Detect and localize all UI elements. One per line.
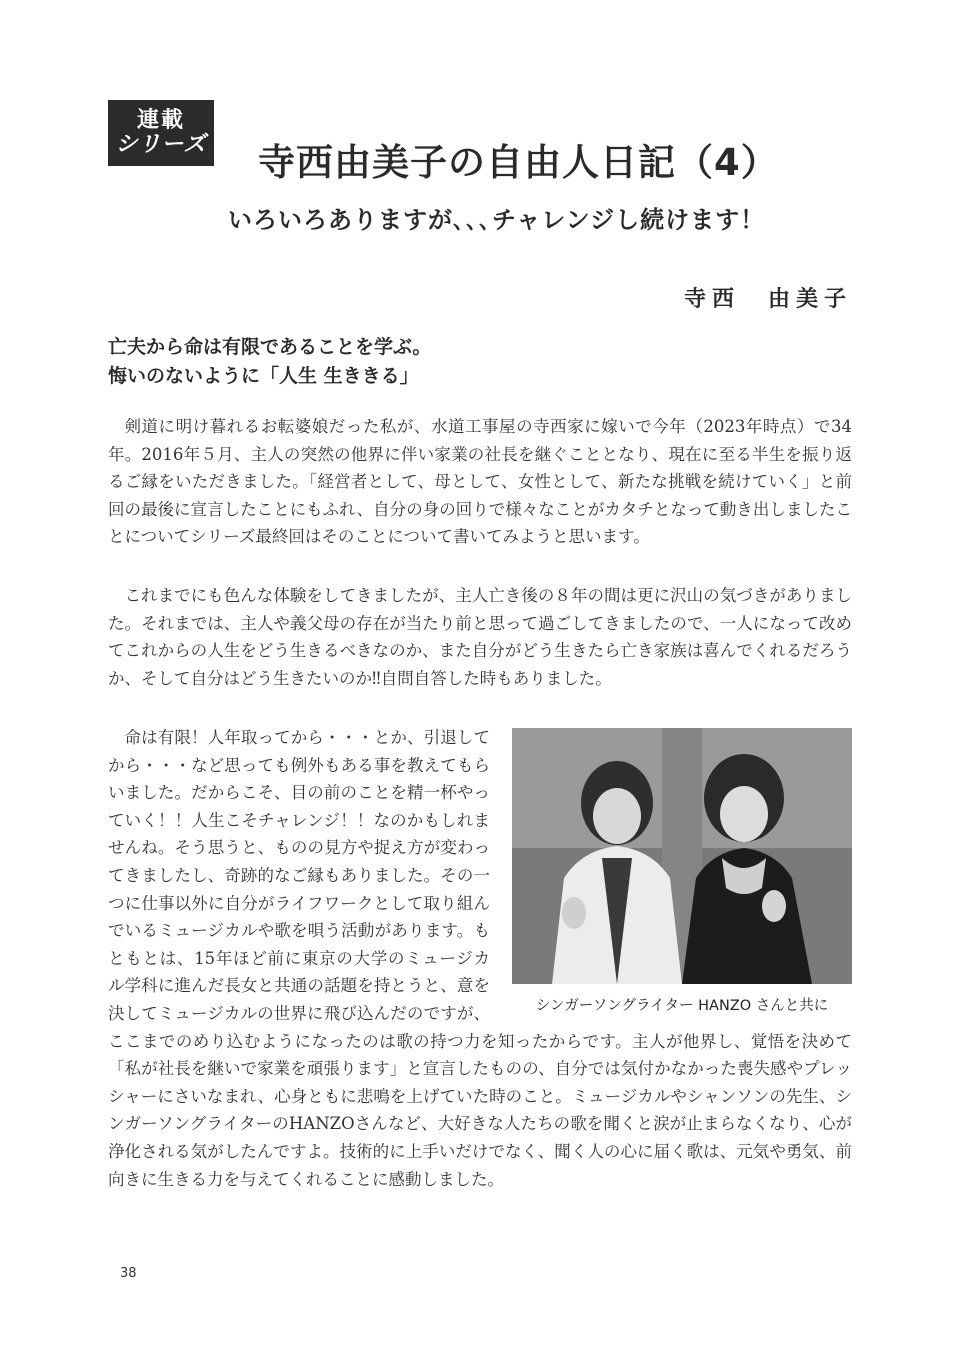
article-title: 寺西由美子の自由人日記（4） bbox=[258, 141, 779, 184]
author-name: 寺西 由美子 bbox=[683, 286, 852, 312]
paragraph-2: これまでにも色んな体験をしてきましたが、主人亡き後の８年の間は更に沢山の気づきがありました。それまでは、主人や義父母の存在が当たり前と思って過ごしてきましたので、一人になって改めてこれからの人生をどう生きるべきなのか、また自分がどう生きたら亡き家族は喜んでくれるだろうか、そして自分はどう生きたいのか‼自問自答した時もありました。 bbox=[108, 586, 852, 688]
photo-block bbox=[512, 728, 852, 1015]
lead-line-1: 亡夫から命は有限であることを学ぶ。 bbox=[108, 336, 432, 358]
paragraph-3: 命は有限！人年取ってから・・・とか、引退してから・・・など思っても例外もある事を教えてもらいました。だからこそ、目の前のことを精一杯やっていく！！人生こそチャレンジ！！なのかもしれませんね。そう思うと、ものの見方や捉え方が変わってきましたし、奇跡的なご縁もありました。その一つに仕事以外に自分がライフワークとして取り組んでいるミュージカルや歌を唄う活動があります。もともとは、15年ほど前に東京の大学のミュージカル学科に進んだ長女と共通の話題を持とうと、意を決してミュージカルの世界に飛び込んだのですが、ここまでのめり込むようになったのは歌の持つ力を知ったからです。主人が他界し、覚悟を決めて「私が社長を継いで家業を頑張ります」と宣言したものの、自分では気付かなかった喪失感やプレッシャーにさいなまれ、心身ともに悲鳴を上げていた時のこと。ミュージカルやシャンソンの先生、シンガーソングライターのHANZOさんなど、大好きな人たちの歌を聞くと涙が止まらなくなり、心が浄化される気がしたんですよ。技術的に上手いだけでなく、聞く人の心に届く歌は、元気や勇気、前向きに生きる力を与えてくれることに感動しました。 bbox=[108, 728, 852, 1189]
photo-illustration bbox=[512, 728, 852, 984]
lead-line-2: 悔いのないように「人生 生ききる」 bbox=[108, 365, 419, 387]
lead-heading bbox=[108, 333, 431, 391]
paragraph-3-container bbox=[108, 724, 852, 1193]
series-label-line2: シリーズ bbox=[115, 132, 207, 157]
article-subtitle: いろいろありますが､､､チャレンジし続けます！ bbox=[228, 206, 766, 234]
series-label-line1: 連載 bbox=[136, 107, 185, 133]
photo-caption: シンガーソングライター HANZO さんと共に bbox=[535, 998, 829, 1014]
photo-hanzo-and-author bbox=[512, 728, 852, 984]
page-number: 38 bbox=[120, 1266, 137, 1281]
series-label-box bbox=[108, 100, 214, 166]
paragraph-1: 剣道に明け暮れるお転婆娘だった私が、水道工事屋の寺西家に嫁いで今年（2023年時点）で34年。2016年５月、主人の突然の他界に伴い家業の社長を継ぐこととなり、現在に至る半生を振り返るご縁をいただきました。「経営者として、母として、女性として、新たな挑戦を続けていく」と前回の最後に宣言したことにもふれ、自分の身の回りで様々なことがカタチとなって動き出しましたことについてシリーズ最終回はそのことについて書いてみようと思います。 bbox=[108, 417, 852, 547]
